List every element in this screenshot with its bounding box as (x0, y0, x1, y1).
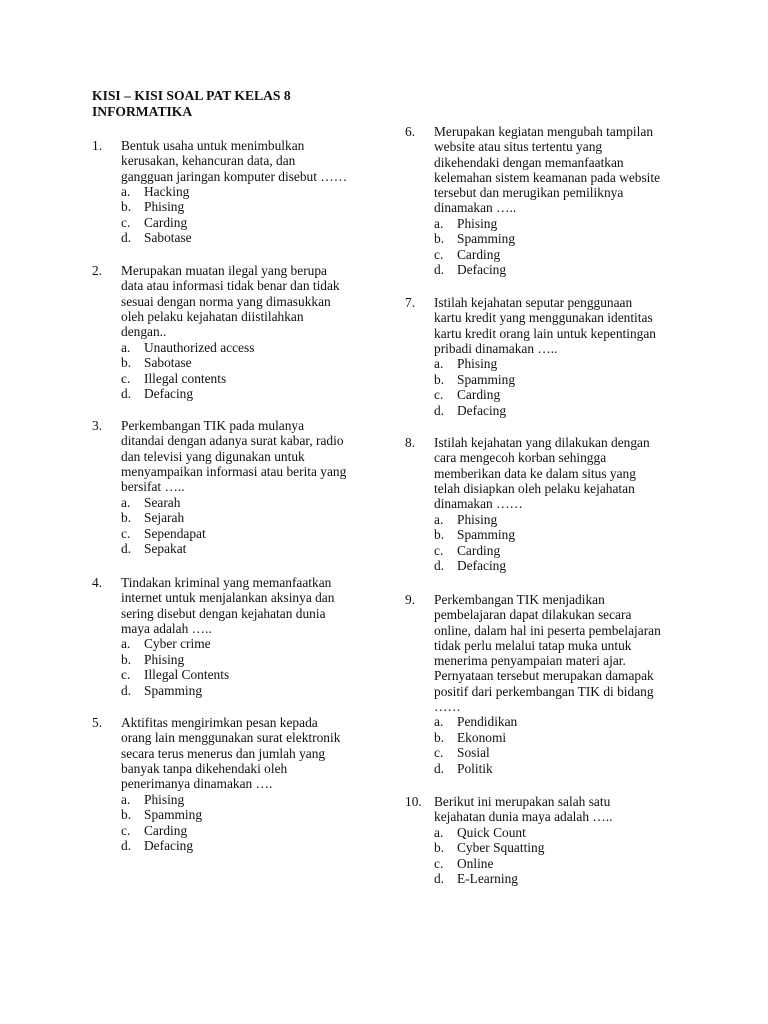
question-stem (434, 592, 661, 714)
option-text: E-Learning (457, 871, 518, 887)
question-stem (434, 124, 660, 216)
option-text: Searah (144, 494, 181, 510)
question-number: 5. (92, 715, 103, 730)
option-letter: c. (121, 370, 131, 386)
question-stem-line: orang lain menggunakan surat elektronik (121, 730, 341, 746)
question-stem-line: gangguan jaringan komputer disebut …… (121, 168, 348, 184)
option-text: Phising (457, 511, 498, 527)
option-text: Carding (144, 822, 188, 838)
option-letter: a. (434, 215, 444, 231)
option-letter: c. (434, 542, 444, 558)
question-stem-line: kerusakan, kehancuran data, dan (121, 153, 296, 169)
question-stem-line: Istilah kejahatan seputar penggunaan (434, 295, 633, 310)
option-letter: d. (434, 558, 445, 573)
option-letter: d. (121, 682, 132, 698)
option-text: Phising (144, 199, 185, 215)
question-stem-line: Merupakan kegiatan mengubah tampilan (434, 124, 654, 139)
option-text: Phising (144, 791, 185, 807)
question-number: 8. (405, 435, 416, 450)
question-stem-line: menyampaikan informasi atau berita yang (121, 463, 347, 479)
option-text: Defacing (144, 386, 194, 401)
question-stem-line: …… (434, 699, 461, 715)
question-stem-line: Merupakan muatan ilegal yang berupa (121, 263, 327, 278)
question-stem-line: Tindakan kriminal yang memanfaatkan (121, 575, 332, 590)
option-text: Spamming (457, 371, 516, 387)
option-letter: c. (121, 667, 131, 683)
option-text: Sejarah (144, 510, 185, 525)
question-stem-line: online, dalam hal ini peserta pembelajaran (434, 622, 661, 638)
option-letter: a. (434, 824, 444, 840)
option-letter: d. (434, 760, 445, 776)
option-letter: b. (434, 840, 445, 856)
option-text: Carding (457, 387, 501, 403)
option-letter: d. (121, 230, 132, 246)
question-stem-line: Aktifitas mengirimkan pesan kepada (121, 715, 318, 730)
question-stem-line: tidak perlu melalui tatap muka untuk (434, 637, 632, 653)
question-number: 7. (405, 295, 416, 310)
option-letter: a. (434, 511, 444, 527)
question-stem-line: telah disiapkan oleh pelaku kejahatan (434, 480, 635, 496)
option-text: Carding (457, 542, 501, 558)
option-letter: a. (434, 356, 444, 372)
option-text: Cyber crime (144, 636, 211, 652)
title-line-1: KISI – KISI SOAL PAT KELAS 8 (92, 88, 291, 103)
title-line-2: INFORMATIKA (92, 103, 193, 119)
option-letter: b. (121, 651, 132, 667)
question-stem-line: dinamakan ….. (434, 200, 517, 216)
question-stem-line: ditandai dengan adanya surat kabar, radio (121, 433, 344, 449)
option-text: Phising (457, 215, 498, 231)
option-text: Sabotase (144, 355, 192, 370)
question-stem (121, 263, 340, 339)
question-number: 1. (92, 138, 103, 153)
option-text: Phising (144, 651, 185, 667)
option-letter: b. (121, 355, 132, 370)
option-text: Illegal Contents (144, 667, 230, 683)
option-letter: b. (121, 199, 132, 215)
question-stem-line: data atau informasi tidak benar dan tidak (121, 278, 340, 294)
question-stem-line: banyak tanpa dikehendaki oleh (121, 760, 288, 776)
option-letter: a. (121, 494, 131, 510)
option-text: Spamming (144, 807, 203, 822)
option-letter: b. (121, 510, 132, 525)
question-stem-line: penerimanya dinamakan …. (121, 776, 273, 792)
question-stem-line: sesuai dengan norma yang dimasukkan (121, 293, 331, 309)
option-text: Politik (457, 760, 493, 776)
option-text: Ekonomi (457, 729, 507, 745)
question-stem-line: maya adalah ….. (121, 620, 212, 636)
option-text: Spamming (457, 231, 516, 247)
option-text: Spamming (144, 682, 203, 698)
option-text: Cyber Squatting (457, 840, 545, 856)
option-letter: b. (434, 527, 445, 542)
option-letter: a. (121, 183, 131, 199)
option-letter: a. (434, 714, 444, 730)
question-stem-line: secara terus menerus dan jumlah yang (121, 745, 326, 761)
option-text: Defacing (144, 838, 194, 853)
option-letter: c. (121, 822, 131, 838)
question-number: 3. (92, 418, 103, 433)
question-stem-line: bersifat ….. (121, 479, 185, 495)
option-letter: a. (121, 636, 131, 652)
option-text: Unauthorized access (144, 339, 255, 355)
question-stem (434, 435, 650, 511)
option-letter: c. (434, 246, 444, 262)
question-stem-line: internet untuk menjalankan aksinya dan (121, 590, 335, 606)
question-stem-line: oleh pelaku kejahatan diistilahkan (121, 308, 304, 324)
option-text: Phising (457, 356, 498, 372)
option-text: Sabotase (144, 230, 192, 246)
question-stem-line: dikehendaki dengan memanfaatkan (434, 154, 624, 170)
question-stem-line: positif dari perkembangan TIK di bidang (434, 683, 654, 699)
question-stem (121, 575, 334, 636)
page-title (92, 88, 392, 119)
question-stem-line: Berikut ini merupakan salah satu (434, 794, 611, 809)
question-stem-line: dan televisi yang digunakan untuk (121, 448, 305, 464)
option-text: Carding (144, 214, 188, 230)
question-stem (121, 715, 340, 791)
question-stem-line: dinamakan …… (434, 496, 523, 512)
option-text: Sosial (457, 745, 490, 761)
option-letter: d. (434, 402, 445, 418)
option-letter: a. (121, 339, 131, 355)
option-letter: c. (434, 855, 444, 871)
question-stem (121, 418, 346, 494)
option-text: Pendidikan (457, 714, 518, 730)
option-letter: c. (121, 214, 131, 230)
option-letter: c. (434, 387, 444, 403)
question-stem-line: tersebut dan merugikan pemiliknya (434, 185, 624, 201)
question-stem-line: Istilah kejahatan yang dilakukan dengan (434, 435, 650, 450)
option-letter: b. (434, 371, 445, 387)
option-text: Spamming (457, 527, 516, 542)
question-stem (121, 138, 347, 184)
question-stem-line: kartu kredit orang lain untuk kepentingan (434, 325, 656, 341)
question-stem-line: Bentuk usaha untuk menimbulkan (121, 138, 305, 153)
question-number: 6. (405, 124, 416, 139)
question-number: 2. (92, 263, 103, 278)
option-letter: d. (121, 541, 132, 556)
question-stem (434, 794, 612, 825)
option-letter: d. (434, 871, 445, 887)
question-stem-line: memberikan data ke dalam situs yang (434, 465, 636, 481)
question-stem-line: kelemahan sistem keamanan pada website (434, 169, 661, 185)
option-text: Hacking (144, 183, 190, 199)
option-text: Sepakat (144, 541, 187, 556)
question-stem-line: dengan.. (121, 324, 167, 340)
question-stem-line: menerima penyampaian materi ajar. (434, 653, 626, 669)
question-stem-line: sering disebut dengan kejahatan dunia (121, 605, 326, 621)
option-text: Sependapat (144, 525, 206, 541)
question-stem-line: pembelajaran dapat dilakukan secara (434, 607, 632, 623)
option-text: Online (457, 855, 494, 871)
option-text: Defacing (457, 262, 507, 278)
option-letter: d. (121, 838, 132, 853)
option-letter: b. (434, 729, 445, 745)
option-letter: d. (434, 262, 445, 278)
question-stem-line: Perkembangan TIK menjadikan (434, 592, 605, 607)
option-letter: a. (121, 791, 131, 807)
question-number: 10. (405, 794, 422, 809)
option-text: Quick Count (457, 824, 526, 840)
option-text: Defacing (457, 558, 507, 573)
question-number: 9. (405, 592, 416, 607)
option-letter: c. (434, 745, 444, 761)
question-stem-line: kejahatan dunia maya adalah ….. (434, 809, 613, 825)
question-stem-line: Pernyataan tersebut merupakan damapak (434, 668, 654, 684)
question-stem-line: pribadi dinamakan ….. (434, 340, 558, 356)
option-letter: b. (434, 231, 445, 247)
option-text: Defacing (457, 402, 507, 418)
option-text: Illegal contents (144, 370, 227, 386)
question-number: 4. (92, 575, 103, 590)
question-stem (434, 295, 656, 356)
option-letter: b. (121, 807, 132, 822)
question-stem-line: cara mengecoh korban sehingga (434, 450, 607, 466)
option-letter: d. (121, 386, 132, 401)
option-text: Carding (457, 246, 501, 262)
question-stem-line: website atau situs tertentu yang (434, 139, 603, 155)
question-stem-line: Perkembangan TIK pada mulanya (121, 418, 305, 433)
question-stem-line: kartu kredit yang menggunakan identitas (434, 310, 653, 326)
option-letter: c. (121, 525, 131, 541)
